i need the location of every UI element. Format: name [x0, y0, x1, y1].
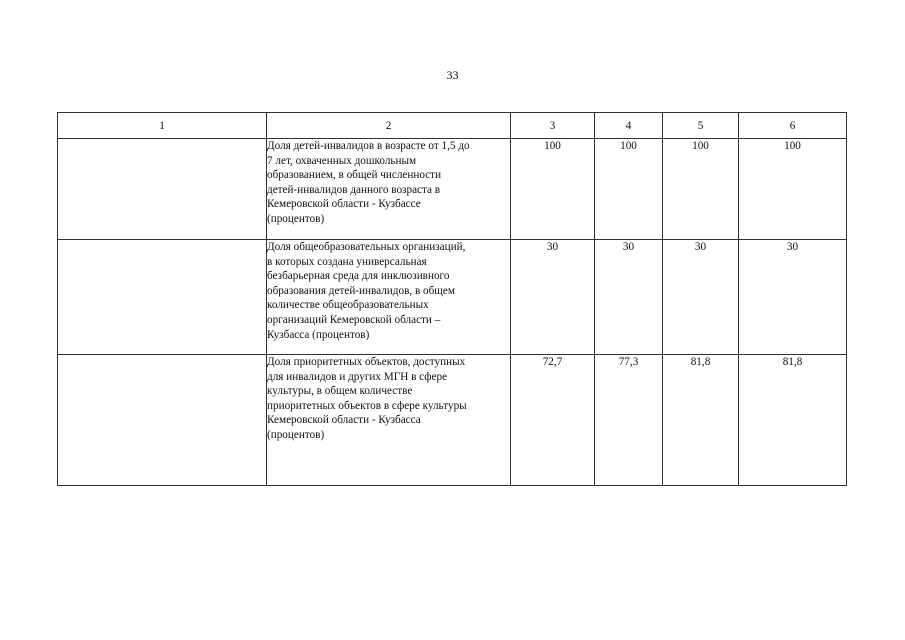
row-1-indicator-cell: [267, 139, 511, 240]
row-2-value-3: 30: [511, 240, 595, 355]
row-1-value-6: 100: [739, 139, 847, 240]
table-header: [58, 113, 847, 139]
row-3-value-4: 77,3: [595, 355, 663, 486]
row-3-value-5: 81,8: [663, 355, 739, 486]
row-3-indicator-cell: [267, 355, 511, 486]
header-col-1: 1: [58, 113, 267, 139]
page-number: 33: [446, 68, 459, 82]
row-3-indicator: Доля приоритетных объектов, доступных для инвалидов и других МГН в сфере культуры, в общем количестве приоритетных объектов в сфере культуры Кемеровской области - Кузбасса (процентов): [267, 356, 467, 441]
row-2-indicator-cell: [267, 240, 511, 355]
table-row: [58, 139, 847, 240]
row-2-value-4: 30: [595, 240, 663, 355]
row-3-value-6: 81,8: [739, 355, 847, 486]
indicators-table: [57, 112, 847, 486]
row-3-value-3: 72,7: [511, 355, 595, 486]
header-col-5: 5: [663, 113, 739, 139]
row-3-col-1: [58, 355, 267, 486]
header-col-2: 2: [267, 113, 511, 139]
row-2-indicator: Доля общеобразовательных организаций, в которых создана универсальная безбарьерная среда для инклюзивного образования детей-инвалидов, в общем количестве общеобразовательных организаций Кемеровской области – Кузбасса (процентов): [267, 241, 466, 341]
table-body: [58, 139, 847, 486]
header-col-6: 6: [739, 113, 847, 139]
row-1-value-4: 100: [595, 139, 663, 240]
header-col-4: 4: [595, 113, 663, 139]
table-header-row: [58, 113, 847, 139]
row-2-col-1: [58, 240, 267, 355]
row-1-value-5: 100: [663, 139, 739, 240]
row-2-value-6: 30: [739, 240, 847, 355]
table-row: [58, 355, 847, 486]
row-1-col-1: [58, 139, 267, 240]
row-2-value-5: 30: [663, 240, 739, 355]
table-row: [58, 240, 847, 355]
row-1-value-3: 100: [511, 139, 595, 240]
row-1-indicator: Доля детей-инвалидов в возрасте от 1,5 до 7 лет, охваченных дошкольным образованием, в общей численности детей-инвалидов данного возраста в Кемеровской области - Кузбассе (процентов): [267, 140, 470, 225]
header-col-3: 3: [511, 113, 595, 139]
